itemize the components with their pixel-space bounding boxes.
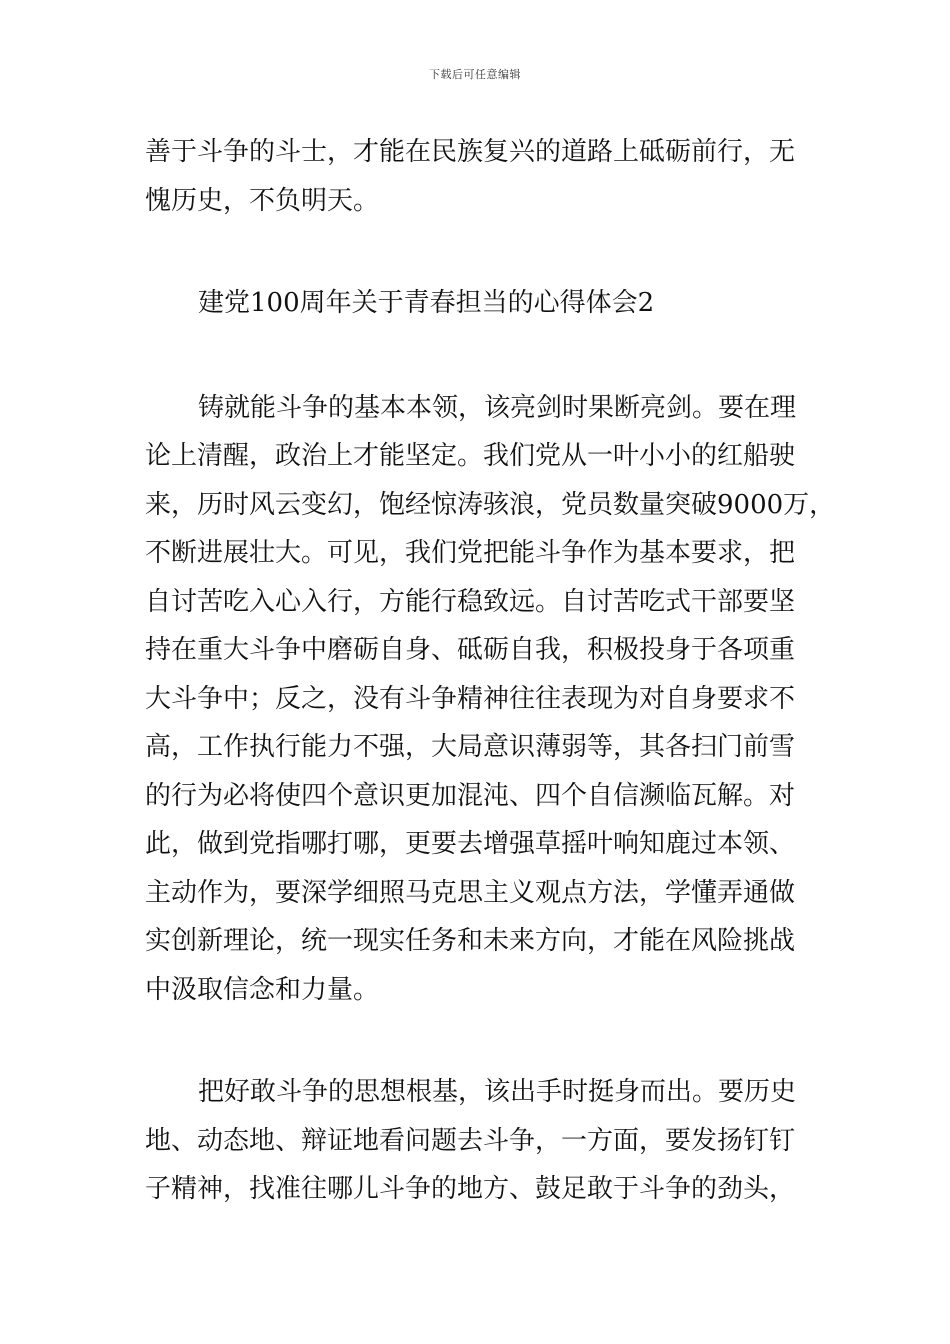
paragraph-body bbox=[145, 384, 836, 1015]
document-body bbox=[145, 128, 836, 1214]
text-line: 大斗争中；反之，没有斗争精神往往表现为对自身要求不 bbox=[145, 683, 796, 714]
text-line: 来，历时风云变幻，饱经惊涛骇浪，党员数量突破9000万， bbox=[145, 489, 836, 520]
text-line: 实创新理论，统一现实任务和未来方向，才能在风险挑战 bbox=[145, 926, 796, 956]
text-line: 此，做到党指哪打哪，更要去增强草摇叶响知鹿过本领、 bbox=[145, 829, 796, 859]
text-line: 愧历史，不负明天。 bbox=[145, 185, 380, 216]
text-line: 的行为必将使四个意识更加混沌、四个自信濒临瓦解。对 bbox=[145, 780, 796, 811]
paragraph-gap bbox=[145, 225, 823, 279]
header-note: 下载后可任意编辑 bbox=[429, 68, 521, 81]
heading-text: 建党100周年关于青春担当的心得体会2 bbox=[198, 288, 655, 318]
paragraph-continuation bbox=[145, 128, 823, 225]
section-heading bbox=[145, 279, 823, 328]
text-line: 中汲取信念和力量。 bbox=[145, 974, 380, 1005]
text-line: 论上清醒，政治上才能坚定。我们党从一叶小小的红船驶 bbox=[145, 441, 796, 471]
text-line: 高，工作执行能力不强，大局意识薄弱等，其各扫门前雪 bbox=[145, 732, 796, 762]
text-line: 地、动态地、辩证地看问题去斗争，一方面，要发扬钉钉 bbox=[145, 1125, 796, 1156]
paragraph-gap bbox=[145, 328, 823, 384]
text-line: 自讨苦吃入心入行，方能行稳致远。自讨苦吃式干部要坚 bbox=[145, 586, 796, 617]
text-line: 主动作为，要深学细照马克思主义观点方法，学懂弄通做 bbox=[145, 877, 796, 908]
text-line: 善于斗争的斗士，才能在民族复兴的道路上砥砺前行，无 bbox=[145, 137, 796, 167]
text-line: 持在重大斗争中磨砺自身、砥砺自我，积极投身于各项重 bbox=[145, 635, 796, 665]
text-line: 把好敢斗争的思想根基，该出手时挺身而出。要历史 bbox=[198, 1077, 797, 1107]
text-line: 不断进展壮大。可见，我们党把能斗争作为基本要求，把 bbox=[145, 538, 796, 568]
text-line: 子精神，找准往哪儿斗争的地方、鼓足敢于斗争的劲头， bbox=[145, 1174, 796, 1204]
paragraph-body bbox=[145, 1068, 823, 1214]
text-line: 铸就能斗争的基本本领，该亮剑时果断亮剑。要在理 bbox=[198, 392, 797, 423]
paragraph-gap bbox=[145, 1014, 823, 1068]
